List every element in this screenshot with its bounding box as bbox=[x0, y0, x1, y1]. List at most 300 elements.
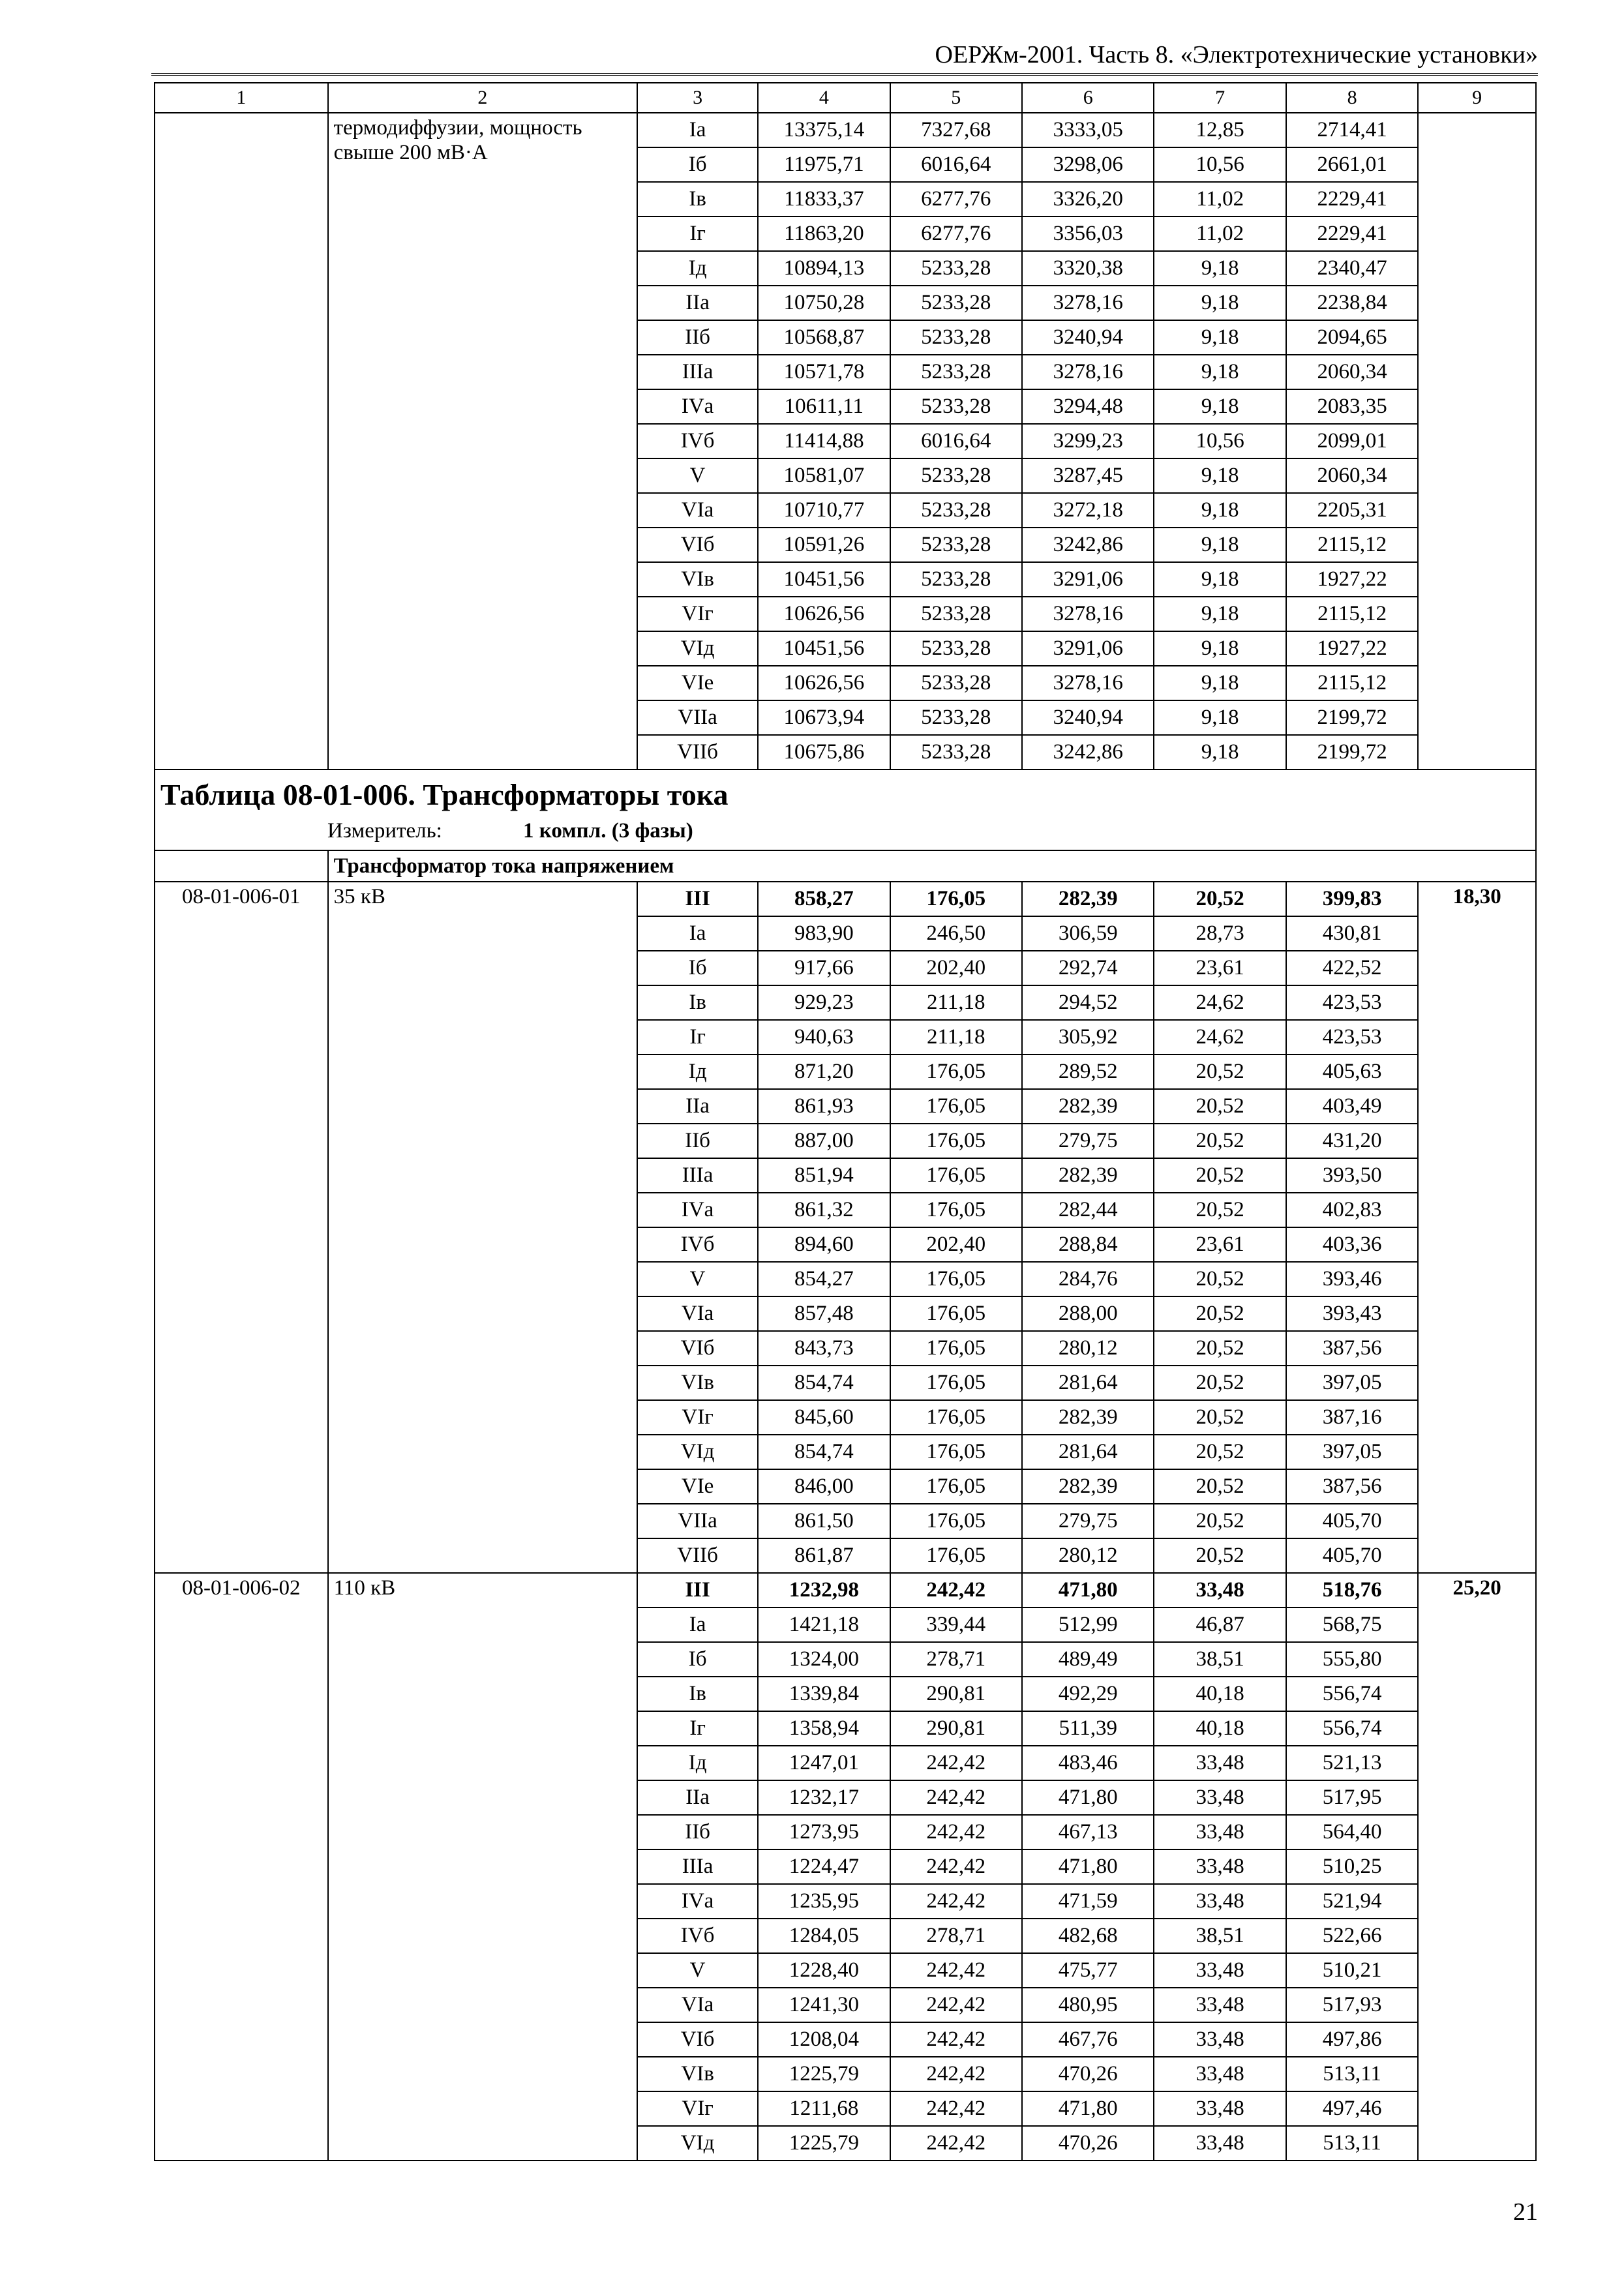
zone-class: V bbox=[637, 1953, 758, 1988]
value-cell: 1241,30 bbox=[758, 1988, 890, 2022]
zone-class: VIв bbox=[637, 1366, 758, 1400]
value-cell: 430,81 bbox=[1286, 916, 1418, 951]
value-cell: 176,05 bbox=[890, 1055, 1022, 1089]
value-cell: 1211,68 bbox=[758, 2091, 890, 2126]
value-cell: 282,39 bbox=[1022, 1158, 1154, 1193]
value-cell: 288,84 bbox=[1022, 1227, 1154, 1262]
value-cell: 3240,94 bbox=[1022, 320, 1154, 355]
zone-class: VIа bbox=[637, 1988, 758, 2022]
value-cell: 38,51 bbox=[1154, 1642, 1286, 1677]
zone-class: IIа bbox=[637, 286, 758, 320]
value-cell: 33,48 bbox=[1154, 1988, 1286, 2022]
value-cell: 9,18 bbox=[1154, 251, 1286, 286]
value-cell: 11863,20 bbox=[758, 217, 890, 251]
value-cell: 861,87 bbox=[758, 1538, 890, 1573]
value-cell: 9,18 bbox=[1154, 597, 1286, 631]
value-cell: 513,11 bbox=[1286, 2126, 1418, 2161]
value-cell: 2199,72 bbox=[1286, 735, 1418, 770]
zone-class: Iб bbox=[637, 951, 758, 985]
zone-class: Iв bbox=[637, 1677, 758, 1711]
value-cell: 1358,94 bbox=[758, 1711, 890, 1746]
value-cell: 7327,68 bbox=[890, 113, 1022, 147]
column-number: 3 bbox=[637, 83, 758, 113]
value-cell: 282,39 bbox=[1022, 1469, 1154, 1504]
value-cell: 556,74 bbox=[1286, 1677, 1418, 1711]
value-cell: 521,94 bbox=[1286, 1884, 1418, 1919]
value-cell: 556,74 bbox=[1286, 1711, 1418, 1746]
value-cell: 33,48 bbox=[1154, 2091, 1286, 2126]
value-cell: 11414,88 bbox=[758, 424, 890, 458]
zone-class: VIд bbox=[637, 631, 758, 666]
value-cell: 10673,94 bbox=[758, 700, 890, 735]
value-cell: 471,80 bbox=[1022, 1849, 1154, 1884]
value-cell: 393,43 bbox=[1286, 1296, 1418, 1331]
zone-class: VIб bbox=[637, 1331, 758, 1366]
value-cell: 894,60 bbox=[758, 1227, 890, 1262]
value-cell: 10710,77 bbox=[758, 493, 890, 528]
zone-class: VIIа bbox=[637, 1504, 758, 1538]
zone-class: IIIа bbox=[637, 1158, 758, 1193]
zone-class: VIд bbox=[637, 2126, 758, 2161]
value-cell: 280,12 bbox=[1022, 1331, 1154, 1366]
value-cell: 1284,05 bbox=[758, 1919, 890, 1953]
value-cell: 2199,72 bbox=[1286, 700, 1418, 735]
zone-class: Iд bbox=[637, 1746, 758, 1780]
value-cell: 917,66 bbox=[758, 951, 890, 985]
value-cell: 279,75 bbox=[1022, 1504, 1154, 1538]
value-cell: 289,52 bbox=[1022, 1055, 1154, 1089]
value-cell: 555,80 bbox=[1286, 1642, 1418, 1677]
subheading-row bbox=[155, 850, 1536, 882]
value-cell: 1421,18 bbox=[758, 1608, 890, 1642]
value-cell: 5233,28 bbox=[890, 666, 1022, 700]
value-cell: 339,44 bbox=[890, 1608, 1022, 1642]
value-cell: 497,46 bbox=[1286, 2091, 1418, 2126]
value-cell: 9,18 bbox=[1154, 355, 1286, 389]
value-cell: 1208,04 bbox=[758, 2022, 890, 2057]
value-cell: 9,18 bbox=[1154, 562, 1286, 597]
column-number: 5 bbox=[890, 83, 1022, 113]
value-cell: 564,40 bbox=[1286, 1815, 1418, 1849]
value-cell: 176,05 bbox=[890, 1193, 1022, 1227]
value-cell: 397,05 bbox=[1286, 1366, 1418, 1400]
value-cell: 475,77 bbox=[1022, 1953, 1154, 1988]
value-cell: 202,40 bbox=[890, 951, 1022, 985]
value-cell: 242,42 bbox=[890, 1884, 1022, 1919]
value-cell: 211,18 bbox=[890, 985, 1022, 1020]
value-cell: 1228,40 bbox=[758, 1953, 890, 1988]
value-cell: 480,95 bbox=[1022, 1988, 1154, 2022]
value-cell: 471,80 bbox=[1022, 2091, 1154, 2126]
item-code: 08-01-006-02 bbox=[155, 1573, 328, 2161]
page-number: 21 bbox=[1513, 2198, 1538, 2226]
value-cell: 11,02 bbox=[1154, 217, 1286, 251]
value-cell: 3278,16 bbox=[1022, 597, 1154, 631]
value-cell: 405,70 bbox=[1286, 1504, 1418, 1538]
zone-class: IIIа bbox=[637, 1849, 758, 1884]
value-cell: 242,42 bbox=[890, 1573, 1022, 1608]
value-cell: 280,12 bbox=[1022, 1538, 1154, 1573]
value-cell: 290,81 bbox=[890, 1677, 1022, 1711]
value-cell: 405,70 bbox=[1286, 1538, 1418, 1573]
value-cell: 20,52 bbox=[1154, 1469, 1286, 1504]
value-cell: 2094,65 bbox=[1286, 320, 1418, 355]
zone-class: IIа bbox=[637, 1780, 758, 1815]
value-cell: 857,48 bbox=[758, 1296, 890, 1331]
value-cell: 6277,76 bbox=[890, 217, 1022, 251]
value-cell: 9,18 bbox=[1154, 320, 1286, 355]
value-cell: 9,18 bbox=[1154, 700, 1286, 735]
value-cell: 3272,18 bbox=[1022, 493, 1154, 528]
zone-class: VIв bbox=[637, 2057, 758, 2091]
zone-class: Iб bbox=[637, 1642, 758, 1677]
value-cell: 1225,79 bbox=[758, 2057, 890, 2091]
zone-class: Iг bbox=[637, 1020, 758, 1055]
value-cell: 20,52 bbox=[1154, 1124, 1286, 1158]
value-cell: 5233,28 bbox=[890, 320, 1022, 355]
value-cell: 33,48 bbox=[1154, 1815, 1286, 1849]
value-cell: 33,48 bbox=[1154, 2022, 1286, 2057]
value-cell: 176,05 bbox=[890, 1296, 1022, 1331]
value-cell: 306,59 bbox=[1022, 916, 1154, 951]
value-cell: 20,52 bbox=[1154, 1435, 1286, 1469]
zone-class: IVб bbox=[637, 1919, 758, 1953]
value-cell: 20,52 bbox=[1154, 1158, 1286, 1193]
zone-class: V bbox=[637, 1262, 758, 1296]
item-description: 110 кВ bbox=[328, 1573, 638, 2161]
column-number: 6 bbox=[1022, 83, 1154, 113]
value-cell: 278,71 bbox=[890, 1642, 1022, 1677]
zone-class: Iд bbox=[637, 251, 758, 286]
zone-class: VIв bbox=[637, 562, 758, 597]
value-cell: 393,50 bbox=[1286, 1158, 1418, 1193]
value-cell: 242,42 bbox=[890, 2022, 1022, 2057]
zone-class: VIIб bbox=[637, 735, 758, 770]
value-cell: 292,74 bbox=[1022, 951, 1154, 985]
value-cell: 242,42 bbox=[890, 2091, 1022, 2126]
value-cell: 5233,28 bbox=[890, 528, 1022, 562]
value-cell: 483,46 bbox=[1022, 1746, 1154, 1780]
value-cell: 1224,47 bbox=[758, 1849, 890, 1884]
table-row bbox=[155, 1573, 1536, 1608]
value-cell: 861,50 bbox=[758, 1504, 890, 1538]
value-cell: 1235,95 bbox=[758, 1884, 890, 1919]
value-cell: 1232,98 bbox=[758, 1573, 890, 1608]
value-cell: 290,81 bbox=[890, 1711, 1022, 1746]
zone-class: VIе bbox=[637, 666, 758, 700]
value-cell: 20,52 bbox=[1154, 1400, 1286, 1435]
value-cell: 20,52 bbox=[1154, 882, 1286, 916]
zone-class: Iг bbox=[637, 217, 758, 251]
value-cell: 11833,37 bbox=[758, 182, 890, 217]
value-cell: 176,05 bbox=[890, 1538, 1022, 1573]
value-cell: 24,62 bbox=[1154, 985, 1286, 1020]
value-cell: 387,16 bbox=[1286, 1400, 1418, 1435]
value-cell: 5233,28 bbox=[890, 389, 1022, 424]
value-cell: 10675,86 bbox=[758, 735, 890, 770]
value-cell: 940,63 bbox=[758, 1020, 890, 1055]
value-cell: 6277,76 bbox=[890, 182, 1022, 217]
value-cell: 33,48 bbox=[1154, 1780, 1286, 1815]
value-cell: 33,48 bbox=[1154, 2126, 1286, 2161]
value-cell: 854,74 bbox=[758, 1435, 890, 1469]
value-cell: 2661,01 bbox=[1286, 147, 1418, 182]
value-cell: 9,18 bbox=[1154, 735, 1286, 770]
value-cell: 510,25 bbox=[1286, 1849, 1418, 1884]
value-cell: 854,74 bbox=[758, 1366, 890, 1400]
value-cell: 33,48 bbox=[1154, 1953, 1286, 1988]
value-cell: 10894,13 bbox=[758, 251, 890, 286]
zone-class: VIIа bbox=[637, 700, 758, 735]
value-cell: 3291,06 bbox=[1022, 562, 1154, 597]
value-cell: 422,52 bbox=[1286, 951, 1418, 985]
value-cell: 2205,31 bbox=[1286, 493, 1418, 528]
value-cell: 20,52 bbox=[1154, 1193, 1286, 1227]
table-row bbox=[155, 113, 1536, 147]
value-cell: 176,05 bbox=[890, 1158, 1022, 1193]
value-cell: 10451,56 bbox=[758, 631, 890, 666]
zone-class: IIIа bbox=[637, 355, 758, 389]
measure-value: 1 компл. (3 фазы) bbox=[523, 819, 693, 843]
column-number: 7 bbox=[1154, 83, 1286, 113]
value-cell: 3278,16 bbox=[1022, 355, 1154, 389]
value-cell: 568,75 bbox=[1286, 1608, 1418, 1642]
value-cell: 393,46 bbox=[1286, 1262, 1418, 1296]
value-cell: 1339,84 bbox=[758, 1677, 890, 1711]
value-cell: 9,18 bbox=[1154, 286, 1286, 320]
value-cell: 242,42 bbox=[890, 1988, 1022, 2022]
value-cell: 3299,23 bbox=[1022, 424, 1154, 458]
value-cell: 387,56 bbox=[1286, 1469, 1418, 1504]
table-title-row bbox=[155, 770, 1536, 850]
value-cell: 2115,12 bbox=[1286, 597, 1418, 631]
value-cell: 242,42 bbox=[890, 2057, 1022, 2091]
value-cell: 3242,86 bbox=[1022, 735, 1154, 770]
value-cell: 5233,28 bbox=[890, 493, 1022, 528]
value-cell: 6016,64 bbox=[890, 424, 1022, 458]
zone-class: Iа bbox=[637, 113, 758, 147]
column-number: 4 bbox=[758, 83, 890, 113]
value-cell: 3291,06 bbox=[1022, 631, 1154, 666]
value-cell: 871,20 bbox=[758, 1055, 890, 1089]
value-cell: 11,02 bbox=[1154, 182, 1286, 217]
value-cell: 854,27 bbox=[758, 1262, 890, 1296]
value-cell: 510,21 bbox=[1286, 1953, 1418, 1988]
value-cell: 2083,35 bbox=[1286, 389, 1418, 424]
value-cell: 176,05 bbox=[890, 1366, 1022, 1400]
value-cell: 467,76 bbox=[1022, 2022, 1154, 2057]
value-cell: 489,49 bbox=[1022, 1642, 1154, 1677]
value-cell: 11975,71 bbox=[758, 147, 890, 182]
zone-class: III bbox=[637, 1573, 758, 1608]
value-cell: 20,52 bbox=[1154, 1331, 1286, 1366]
value-cell: 10571,78 bbox=[758, 355, 890, 389]
value-cell: 2099,01 bbox=[1286, 424, 1418, 458]
value-cell: 28,73 bbox=[1154, 916, 1286, 951]
value-cell: 242,42 bbox=[890, 1746, 1022, 1780]
column-number-row bbox=[155, 83, 1536, 113]
value-cell: 242,42 bbox=[890, 1780, 1022, 1815]
value-cell: 202,40 bbox=[890, 1227, 1022, 1262]
labor-cost: 25,20 bbox=[1418, 1573, 1536, 2161]
value-cell: 9,18 bbox=[1154, 493, 1286, 528]
value-cell: 24,62 bbox=[1154, 1020, 1286, 1055]
value-cell: 40,18 bbox=[1154, 1677, 1286, 1711]
running-header: ОЕРЖм-2001. Часть 8. «Электротехнические установки» bbox=[151, 38, 1538, 76]
value-cell: 3278,16 bbox=[1022, 666, 1154, 700]
value-cell: 242,42 bbox=[890, 1815, 1022, 1849]
value-cell: 521,13 bbox=[1286, 1746, 1418, 1780]
value-cell: 9,18 bbox=[1154, 666, 1286, 700]
zone-class: IIб bbox=[637, 1124, 758, 1158]
value-cell: 3326,20 bbox=[1022, 182, 1154, 217]
zone-class: IIа bbox=[637, 1089, 758, 1124]
value-cell: 1273,95 bbox=[758, 1815, 890, 1849]
value-cell: 2714,41 bbox=[1286, 113, 1418, 147]
value-cell: 282,39 bbox=[1022, 882, 1154, 916]
value-cell: 5233,28 bbox=[890, 251, 1022, 286]
value-cell: 10591,26 bbox=[758, 528, 890, 562]
value-cell: 176,05 bbox=[890, 1089, 1022, 1124]
value-cell: 482,68 bbox=[1022, 1919, 1154, 1953]
value-cell: 176,05 bbox=[890, 1331, 1022, 1366]
value-cell: 10568,87 bbox=[758, 320, 890, 355]
value-cell: 851,94 bbox=[758, 1158, 890, 1193]
value-cell: 176,05 bbox=[890, 882, 1022, 916]
value-cell: 3298,06 bbox=[1022, 147, 1154, 182]
zone-class: III bbox=[637, 882, 758, 916]
zone-class: V bbox=[637, 458, 758, 493]
value-cell: 929,23 bbox=[758, 985, 890, 1020]
value-cell: 403,36 bbox=[1286, 1227, 1418, 1262]
value-cell: 518,76 bbox=[1286, 1573, 1418, 1608]
value-cell: 423,53 bbox=[1286, 985, 1418, 1020]
value-cell: 9,18 bbox=[1154, 631, 1286, 666]
zone-class: IVб bbox=[637, 1227, 758, 1262]
zone-class: VIа bbox=[637, 493, 758, 528]
value-cell: 3287,45 bbox=[1022, 458, 1154, 493]
value-cell: 512,99 bbox=[1022, 1608, 1154, 1642]
value-cell: 3278,16 bbox=[1022, 286, 1154, 320]
value-cell: 983,90 bbox=[758, 916, 890, 951]
value-cell: 3356,03 bbox=[1022, 217, 1154, 251]
value-cell: 10750,28 bbox=[758, 286, 890, 320]
value-cell: 861,32 bbox=[758, 1193, 890, 1227]
value-cell: 492,29 bbox=[1022, 1677, 1154, 1711]
item-description: термодиффузии, мощность свыше 200 мВ·А bbox=[328, 113, 638, 770]
value-cell: 5233,28 bbox=[890, 700, 1022, 735]
value-cell: 846,00 bbox=[758, 1469, 890, 1504]
zone-class: Iв bbox=[637, 985, 758, 1020]
zone-class: Iв bbox=[637, 182, 758, 217]
value-cell: 431,20 bbox=[1286, 1124, 1418, 1158]
value-cell: 33,48 bbox=[1154, 2057, 1286, 2091]
labor-cost bbox=[1418, 113, 1536, 770]
measure-line bbox=[160, 816, 1530, 846]
value-cell: 176,05 bbox=[890, 1124, 1022, 1158]
value-cell: 282,39 bbox=[1022, 1089, 1154, 1124]
value-cell: 471,59 bbox=[1022, 1884, 1154, 1919]
value-cell: 20,52 bbox=[1154, 1089, 1286, 1124]
zone-class: Iб bbox=[637, 147, 758, 182]
column-number: 2 bbox=[328, 83, 638, 113]
value-cell: 1247,01 bbox=[758, 1746, 890, 1780]
empty-cell bbox=[155, 850, 328, 882]
zone-class: Iа bbox=[637, 916, 758, 951]
value-cell: 1324,00 bbox=[758, 1642, 890, 1677]
value-cell: 511,39 bbox=[1022, 1711, 1154, 1746]
value-cell: 294,52 bbox=[1022, 985, 1154, 1020]
value-cell: 10581,07 bbox=[758, 458, 890, 493]
zone-class: VIб bbox=[637, 2022, 758, 2057]
value-cell: 176,05 bbox=[890, 1400, 1022, 1435]
value-cell: 46,87 bbox=[1154, 1608, 1286, 1642]
value-cell: 279,75 bbox=[1022, 1124, 1154, 1158]
zone-class: IIб bbox=[637, 1815, 758, 1849]
value-cell: 1232,17 bbox=[758, 1780, 890, 1815]
item-code bbox=[155, 113, 328, 770]
zone-class: IVб bbox=[637, 424, 758, 458]
value-cell: 845,60 bbox=[758, 1400, 890, 1435]
column-number: 9 bbox=[1418, 83, 1536, 113]
value-cell: 278,71 bbox=[890, 1919, 1022, 1953]
value-cell: 9,18 bbox=[1154, 528, 1286, 562]
value-cell: 20,52 bbox=[1154, 1504, 1286, 1538]
value-cell: 3333,05 bbox=[1022, 113, 1154, 147]
value-cell: 399,83 bbox=[1286, 882, 1418, 916]
value-cell: 176,05 bbox=[890, 1504, 1022, 1538]
value-cell: 522,66 bbox=[1286, 1919, 1418, 1953]
value-cell: 10626,56 bbox=[758, 597, 890, 631]
value-cell: 211,18 bbox=[890, 1020, 1022, 1055]
value-cell: 20,52 bbox=[1154, 1538, 1286, 1573]
value-cell: 10,56 bbox=[1154, 147, 1286, 182]
zone-class: VIг bbox=[637, 2091, 758, 2126]
value-cell: 5233,28 bbox=[890, 735, 1022, 770]
zone-class: VIIб bbox=[637, 1538, 758, 1573]
value-cell: 1927,22 bbox=[1286, 631, 1418, 666]
value-cell: 2060,34 bbox=[1286, 355, 1418, 389]
price-table bbox=[154, 82, 1537, 2161]
value-cell: 5233,28 bbox=[890, 562, 1022, 597]
value-cell: 33,48 bbox=[1154, 1746, 1286, 1780]
value-cell: 242,42 bbox=[890, 1849, 1022, 1884]
zone-class: IIб bbox=[637, 320, 758, 355]
value-cell: 2115,12 bbox=[1286, 666, 1418, 700]
value-cell: 517,95 bbox=[1286, 1780, 1418, 1815]
measure-label: Измеритель: bbox=[327, 819, 442, 843]
value-cell: 387,56 bbox=[1286, 1331, 1418, 1366]
value-cell: 5233,28 bbox=[890, 597, 1022, 631]
value-cell: 20,52 bbox=[1154, 1262, 1286, 1296]
value-cell: 242,42 bbox=[890, 2126, 1022, 2161]
value-cell: 467,13 bbox=[1022, 1815, 1154, 1849]
labor-cost: 18,30 bbox=[1418, 882, 1536, 1573]
value-cell: 405,63 bbox=[1286, 1055, 1418, 1089]
value-cell: 246,50 bbox=[890, 916, 1022, 951]
value-cell: 9,18 bbox=[1154, 458, 1286, 493]
value-cell: 305,92 bbox=[1022, 1020, 1154, 1055]
value-cell: 20,52 bbox=[1154, 1296, 1286, 1331]
value-cell: 176,05 bbox=[890, 1262, 1022, 1296]
value-cell: 23,61 bbox=[1154, 951, 1286, 985]
value-cell: 5233,28 bbox=[890, 355, 1022, 389]
table-title-cell bbox=[155, 770, 1536, 850]
item-description: 35 кВ bbox=[328, 882, 638, 1573]
item-code: 08-01-006-01 bbox=[155, 882, 328, 1573]
value-cell: 33,48 bbox=[1154, 1849, 1286, 1884]
value-cell: 2238,84 bbox=[1286, 286, 1418, 320]
